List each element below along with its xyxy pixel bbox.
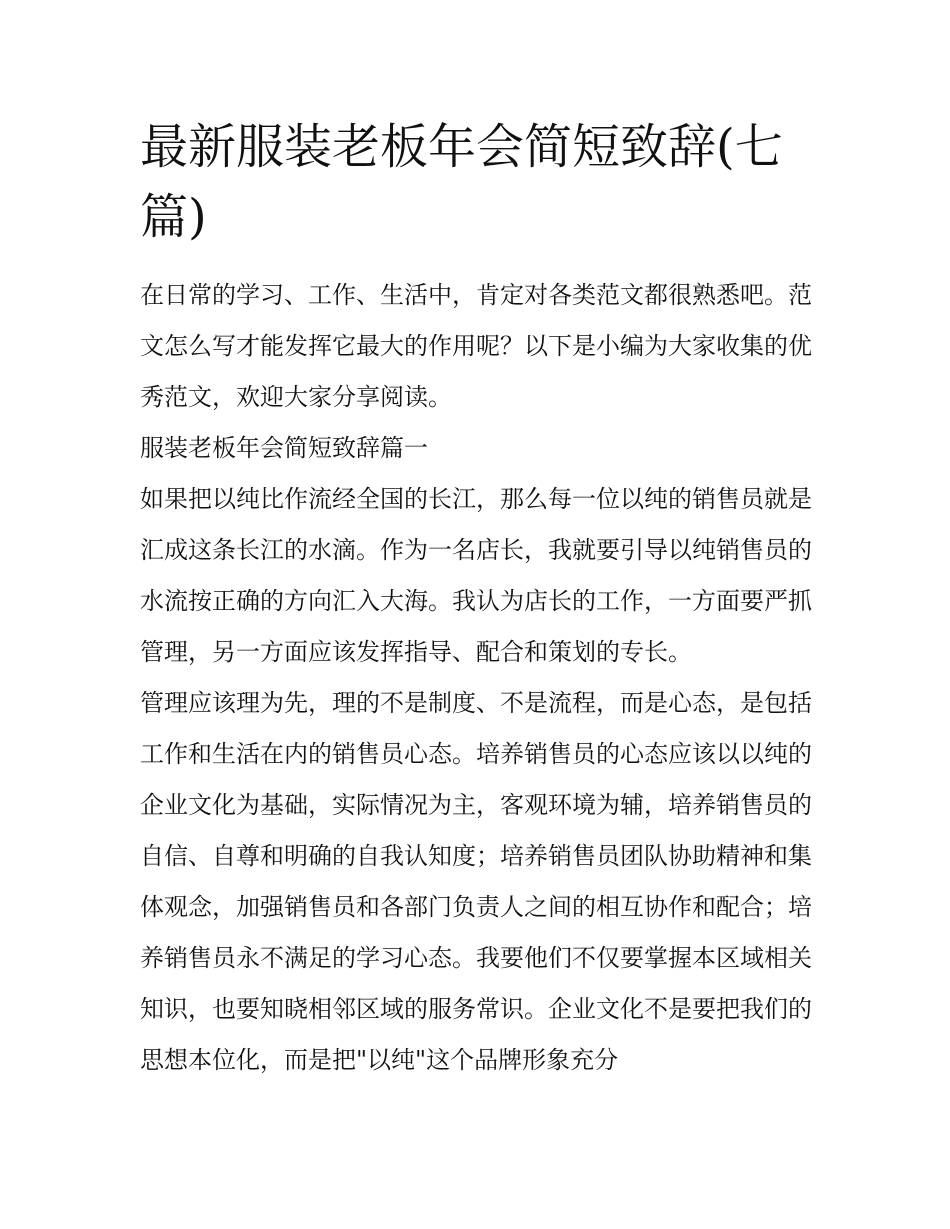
body-paragraph-2: 管理应该理为先，理的不是制度、不是流程，而是心态，是包括工作和生活在内的销售员心态。培养销售员的心态应该以以纯的企业文化为基础，实际情况为主，客观环境为辅，培养销售员的自信、自尊和明确的自我认知度；培养销售员团队协助精神和集体观念，加强销售员和各部门负责人之间的相互协作和配合；培养销售员永不满足的学习心态。我要他们不仅要掌握本区域相关知识，也要知晓相邻区域的服务常识。企业文化不是要把我们的思想本位化，而是把"以纯"这个品牌形象充分 [140, 689, 812, 1074]
intro-paragraph: 在日常的学习、工作、生活中，肯定对各类范文都很熟悉吧。范文怎么写才能发挥它最大的作用呢？以下是小编为大家收集的优秀范文，欢迎大家分享阅读。 [140, 281, 812, 411]
section-heading: 服装老板年会简短致辞篇一 [140, 434, 428, 462]
body-paragraph-1: 如果把以纯比作流经全国的长江，那么每一位以纯的销售员就是汇成这条长江的水滴。作为一名店长，我就要引导以纯销售员的水流按正确的方向汇入大海。我认为店长的工作，一方面要严抓管理，另一方面应该发挥指导、配合和策划的专长。 [140, 485, 812, 666]
document-body [140, 112, 812, 1086]
document-title: 最新服装老板年会简短致辞(七篇) [140, 119, 783, 245]
